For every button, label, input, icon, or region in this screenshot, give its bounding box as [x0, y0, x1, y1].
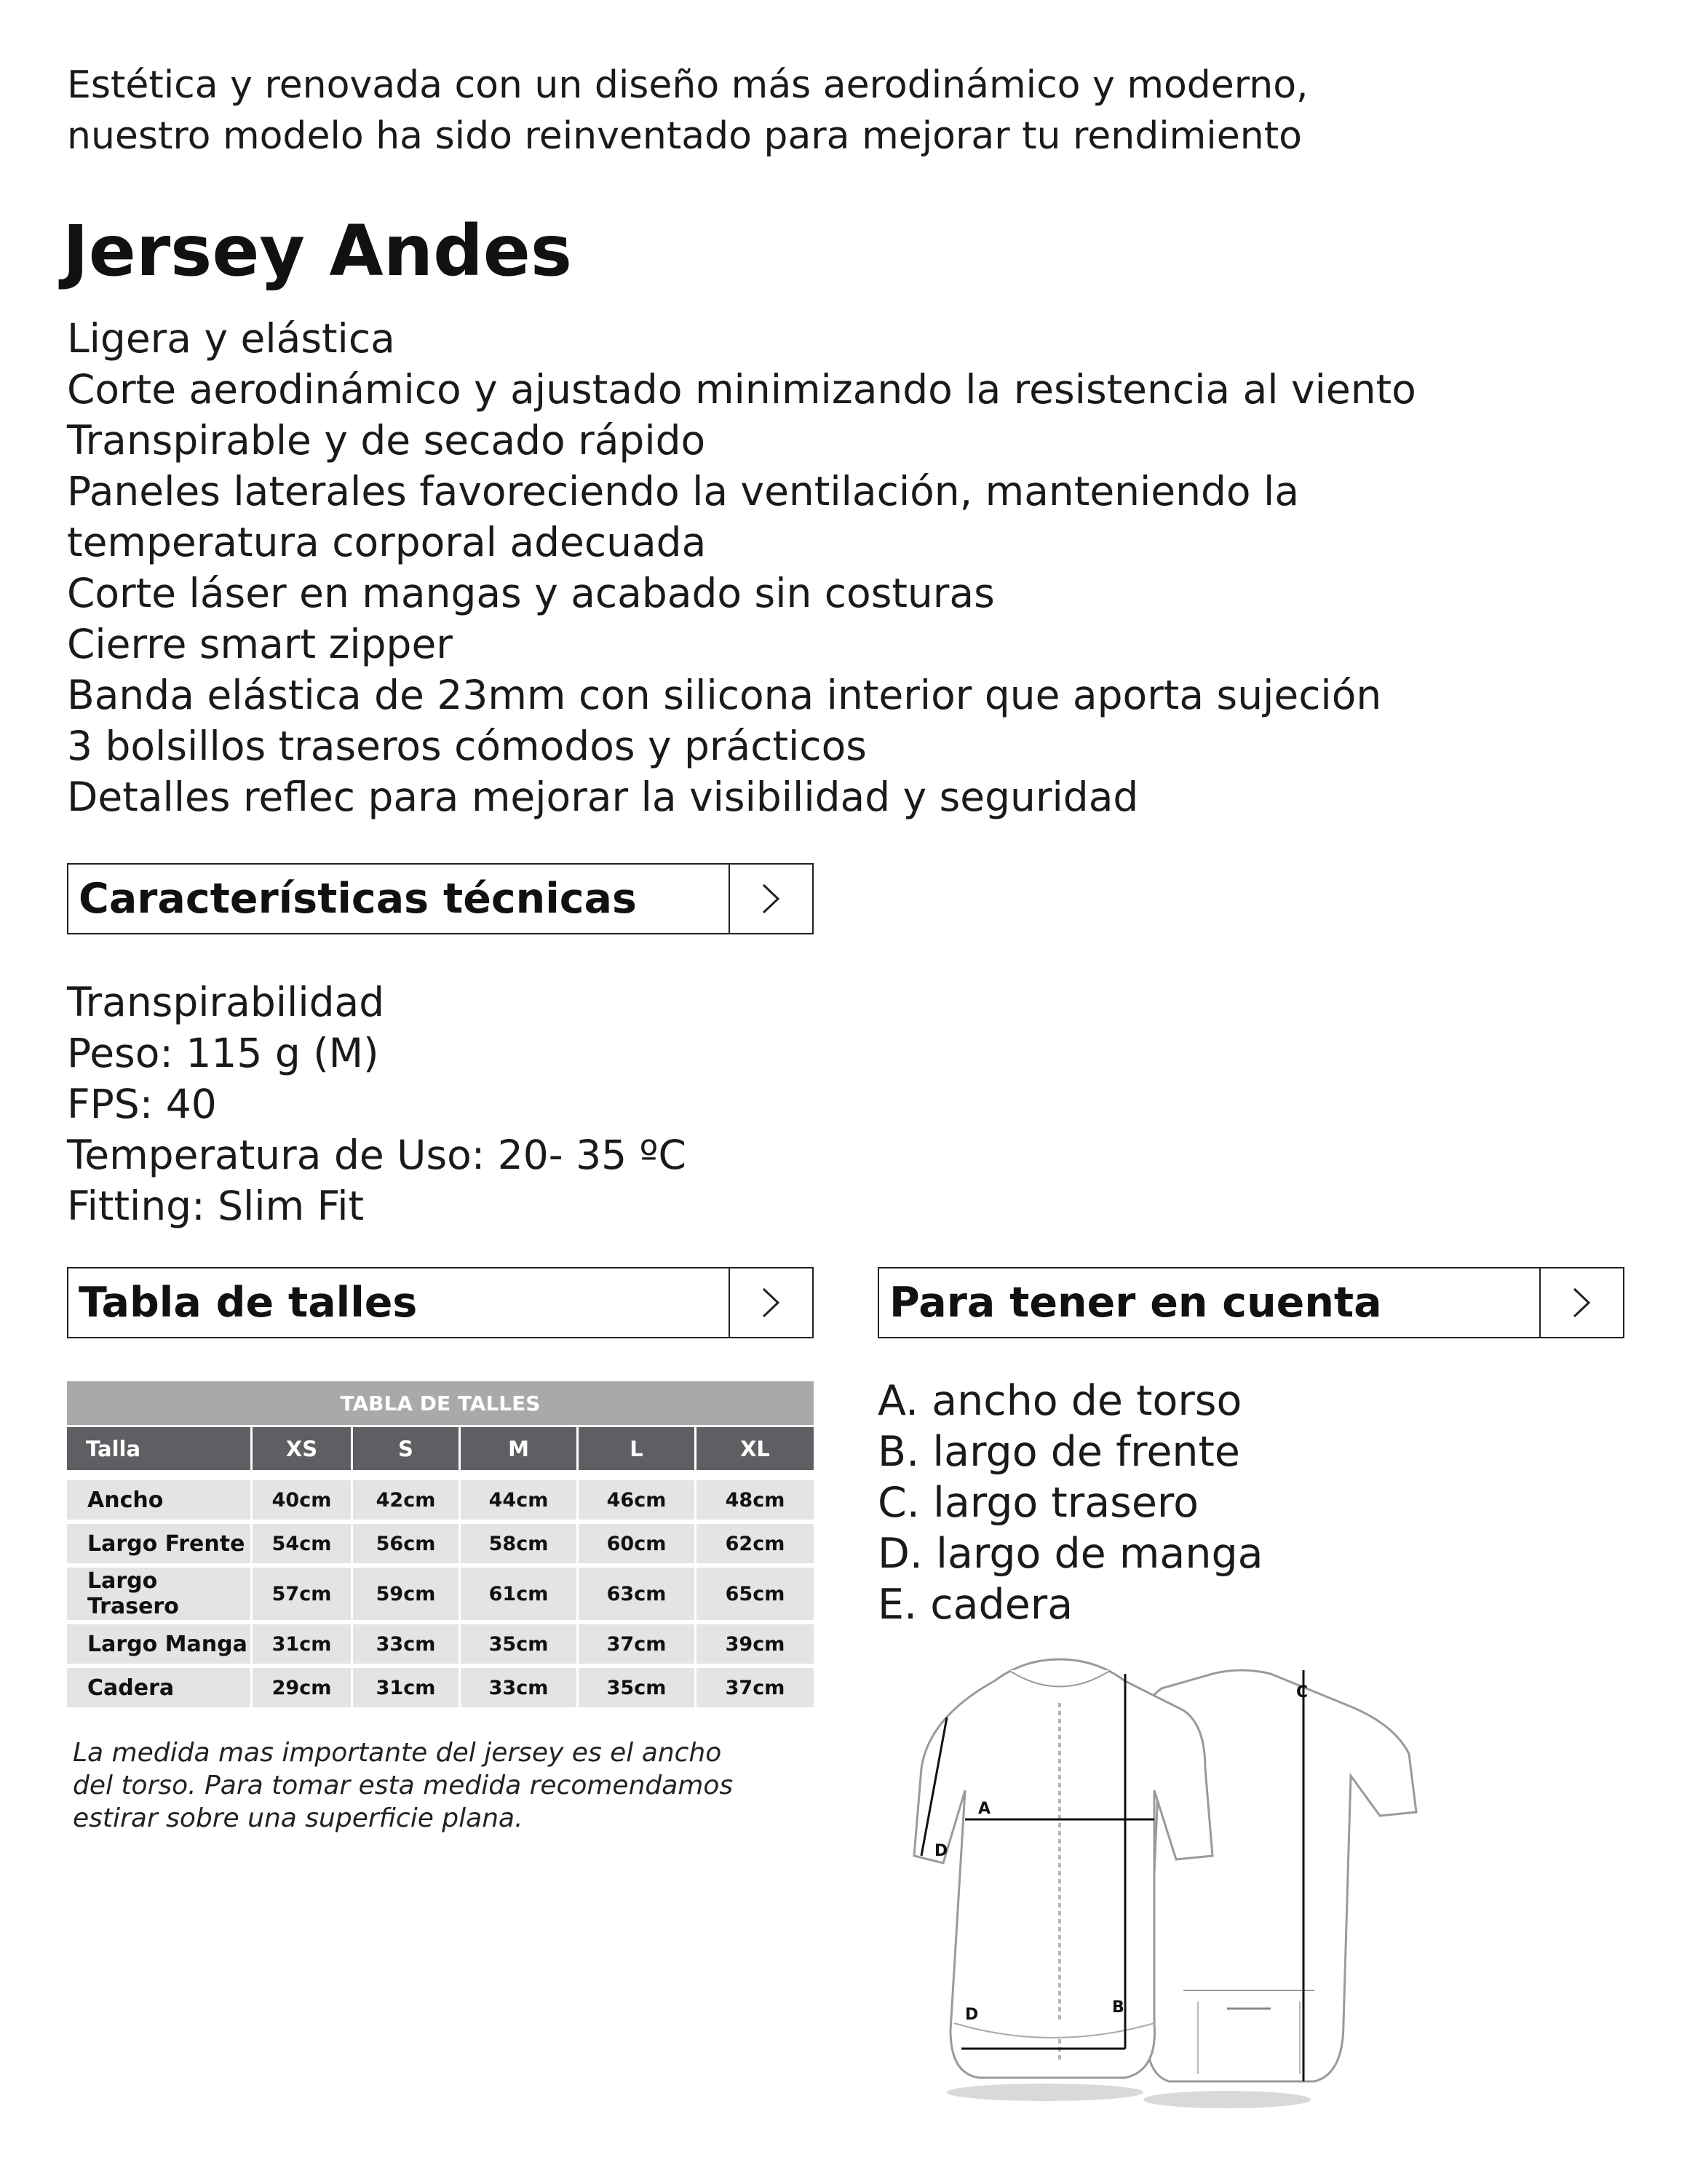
intro-text	[67, 60, 1450, 162]
feature-item: temperatura corporal adecuada	[67, 519, 707, 565]
feature-item: Corte aerodinámico y ajustado minimizando la resistencia al viento	[67, 366, 1416, 413]
note-line: La medida mas importante del jersey es el ancho	[73, 1738, 722, 1768]
row-label: Ancho	[67, 1480, 250, 1524]
spec-item: FPS: 40	[67, 1081, 217, 1127]
table-cell: 60cm	[576, 1524, 694, 1568]
table-cell: 61cm	[459, 1568, 576, 1624]
size-note	[73, 1736, 801, 1835]
table-cell: 35cm	[576, 1668, 694, 1712]
table-row	[67, 1524, 814, 1568]
feature-item: Corte láser en mangas y acabado sin costuras	[67, 570, 995, 616]
feature-list	[67, 313, 1416, 822]
table-cell: 33cm	[351, 1624, 459, 1668]
diagram-label-d: D	[965, 2006, 979, 2024]
table-cell: 57cm	[250, 1568, 351, 1624]
size-table-caption: TABLA DE TALLES	[67, 1381, 814, 1425]
column-header: XL	[694, 1425, 814, 1470]
table-cell: 31cm	[351, 1668, 459, 1712]
column-header: M	[459, 1425, 576, 1470]
size-table-title: Tabla de talles	[79, 1279, 418, 1327]
feature-item: Paneles laterales favoreciendo la ventilación, manteniendo la	[67, 468, 1300, 515]
legend-item: C. largo trasero	[878, 1479, 1199, 1527]
table-cell: 40cm	[250, 1480, 351, 1524]
measurement-legend	[878, 1375, 1263, 1630]
table-cell: 63cm	[576, 1568, 694, 1624]
legend-item: D. largo de manga	[878, 1530, 1263, 1578]
size-table	[67, 1381, 814, 1712]
product-title: Jersey Andes	[63, 210, 573, 292]
table-cell: 56cm	[351, 1524, 459, 1568]
table-cell: 37cm	[576, 1624, 694, 1668]
table-cell: 48cm	[694, 1480, 814, 1524]
table-cell: 44cm	[459, 1480, 576, 1524]
diagram-label-b: B	[1112, 1998, 1124, 2017]
table-cell: 33cm	[459, 1668, 576, 1712]
column-header: S	[351, 1425, 459, 1470]
jersey-measurement-diagram	[907, 1645, 1431, 2110]
table-cell: 62cm	[694, 1524, 814, 1568]
intro-line: nuestro modelo ha sido reinventado para mejorar tu rendimiento	[67, 114, 1302, 158]
chevron-right-icon[interactable]	[729, 1268, 812, 1337]
table-row	[67, 1480, 814, 1524]
table-row	[67, 1568, 814, 1624]
spec-item: Fitting: Slim Fit	[67, 1183, 365, 1229]
table-cell: 54cm	[250, 1524, 351, 1568]
feature-item: 3 bolsillos traseros cómodos y prácticos	[67, 723, 867, 769]
jersey-shadow	[947, 2084, 1143, 2101]
row-label: Largo Manga	[67, 1624, 250, 1668]
table-cell: 46cm	[576, 1480, 694, 1524]
size-table-header[interactable]	[67, 1267, 814, 1338]
spec-item: Temperatura de Uso: 20- 35 ºC	[67, 1132, 686, 1178]
column-header: L	[576, 1425, 694, 1470]
table-row	[67, 1624, 814, 1668]
table-cell: 37cm	[694, 1668, 814, 1712]
note-line: del torso. Para tomar esta medida recomendamos	[73, 1771, 734, 1800]
column-header: Talla	[67, 1425, 250, 1470]
notes-title: Para tener en cuenta	[889, 1279, 1382, 1327]
spec-item: Transpirabilidad	[67, 979, 385, 1025]
row-label: Largo Trasero	[67, 1568, 250, 1624]
table-cell: 35cm	[459, 1624, 576, 1668]
feature-item: Transpirable y de secado rápido	[67, 417, 706, 464]
legend-item: E. cadera	[878, 1581, 1073, 1629]
spec-list	[67, 977, 686, 1231]
diagram-label-d: D	[934, 1842, 948, 1860]
feature-item: Cierre smart zipper	[67, 621, 453, 667]
legend-item: B. largo de frente	[878, 1428, 1240, 1476]
feature-item: Ligera y elástica	[67, 315, 395, 362]
feature-item: Detalles reflec para mejorar la visibilidad y seguridad	[67, 774, 1139, 820]
intro-line: Estética y renovada con un diseño más aerodinámico y moderno,	[67, 63, 1309, 107]
table-cell: 59cm	[351, 1568, 459, 1624]
table-row	[67, 1668, 814, 1712]
table-cell: 39cm	[694, 1624, 814, 1668]
chevron-right-icon[interactable]	[729, 865, 812, 933]
table-header-row	[67, 1425, 814, 1470]
table-cell: 31cm	[250, 1624, 351, 1668]
chevron-right-icon[interactable]	[1539, 1268, 1623, 1337]
tech-specs-header[interactable]	[67, 863, 814, 934]
jersey-shadow	[1143, 2091, 1311, 2108]
row-label: Cadera	[67, 1668, 250, 1712]
table-cell: 42cm	[351, 1480, 459, 1524]
note-line: estirar sobre una superficie plana.	[73, 1803, 523, 1833]
notes-header[interactable]	[878, 1267, 1624, 1338]
spec-item: Peso: 115 g (M)	[67, 1030, 379, 1076]
table-cell: 29cm	[250, 1668, 351, 1712]
row-label: Largo Frente	[67, 1524, 250, 1568]
diagram-label-a: A	[978, 1800, 991, 1818]
feature-item: Banda elástica de 23mm con silicona interior que aporta sujeción	[67, 672, 1382, 718]
tech-specs-title: Características técnicas	[79, 875, 637, 923]
legend-item: A. ancho de torso	[878, 1377, 1242, 1425]
table-cell: 65cm	[694, 1568, 814, 1624]
diagram-label-c: C	[1296, 1683, 1309, 1701]
table-cell: 58cm	[459, 1524, 576, 1568]
column-header: XS	[250, 1425, 351, 1470]
